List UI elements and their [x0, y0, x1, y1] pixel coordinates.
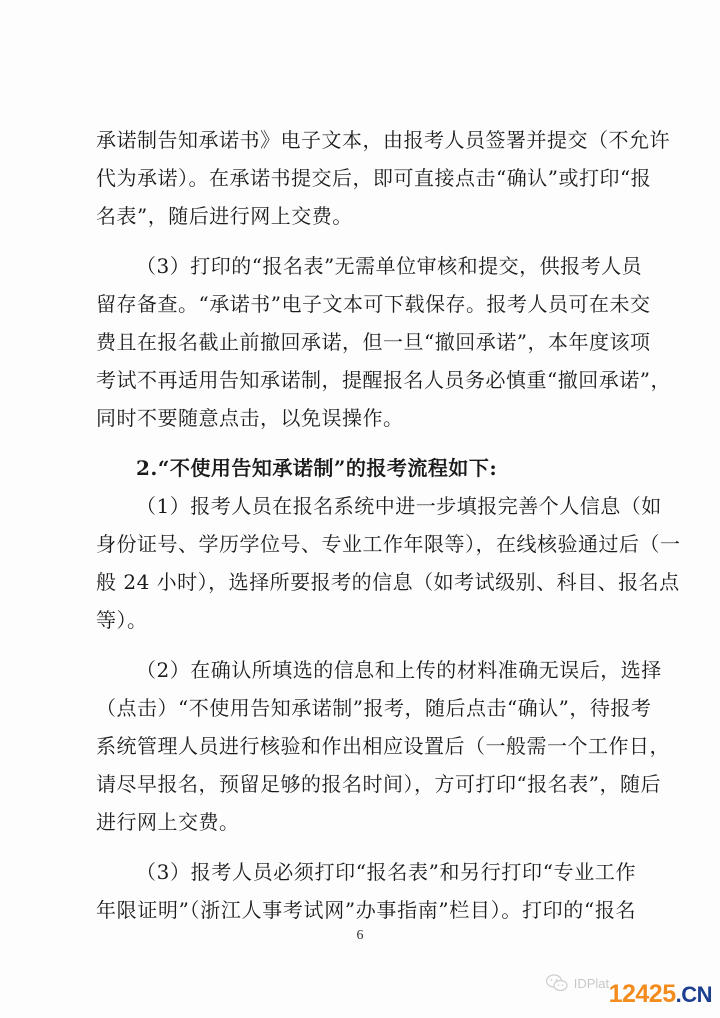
text-line: 系统管理人员进行核验和作出相应设置后（一般需一个工作日， — [96, 734, 670, 758]
text-line: 身份证号、学历学位号、专业工作年限等），在线核验通过后（一 — [96, 532, 681, 556]
site-logo-tld: .CN — [675, 982, 712, 1007]
site-logo-number: 12425 — [608, 980, 676, 1008]
section-heading: 2.“不使用告知承诺制”的报考流程如下: — [136, 456, 498, 480]
page-number: 6 — [356, 928, 364, 943]
text-line: 考试不再适用告知承诺制，提醒报名人员务必慎重“撤回承诺”， — [96, 368, 671, 392]
text-line: （1）报考人员在报名系统中进一步填报完善个人信息（如 — [136, 494, 662, 518]
wechat-icon — [546, 974, 568, 992]
text-line: 等）。 — [96, 608, 148, 632]
document-body — [96, 121, 681, 929]
text-line: （3）报考人员必须打印“报名表”和另行打印“专业工作 — [136, 860, 636, 884]
site-logo — [609, 980, 712, 1009]
text-line: 般 24 小时），选择所要报考的信息（如考试级别、科目、报名点 — [96, 570, 680, 594]
text-line: 代为承诺）。在承诺书提交后，即可直接点击“确认”或打印“报 — [96, 166, 652, 190]
text-line: 年限证明”（浙江人事考试网”办事指南”栏目）。打印的“报名 — [96, 898, 636, 922]
text-line: 留存备查。“承诺书”电子文本可下载保存。报考人员可在未交 — [96, 292, 651, 316]
text-line: 进行网上交费。 — [96, 810, 240, 834]
text-line: 费且在报名截止前撤回承诺，但一旦“撤回承诺”，本年度该项 — [96, 330, 651, 354]
text-line: 承诺制告知承诺书》电子文本，由报考人员签署并提交（不允许 — [96, 128, 670, 152]
watermark-text: IDPlat... — [573, 975, 620, 991]
text-line: 请尽早报名，预留足够的报名时间），方可打印“报名表”，随后 — [96, 772, 661, 796]
text-line: 名表”，随后进行网上交费。 — [96, 204, 353, 228]
text-line: （2）在确认所填选的信息和上传的材料准确无误后，选择 — [136, 658, 662, 682]
text-line: （点击）“不使用告知承诺制”报考，随后点击“确认”，待报考 — [96, 696, 652, 720]
text-line: 同时不要随意点击，以免误操作。 — [96, 406, 404, 430]
text-line: （3）打印的“报名表”无需单位审核和提交，供报考人员 — [136, 254, 643, 278]
